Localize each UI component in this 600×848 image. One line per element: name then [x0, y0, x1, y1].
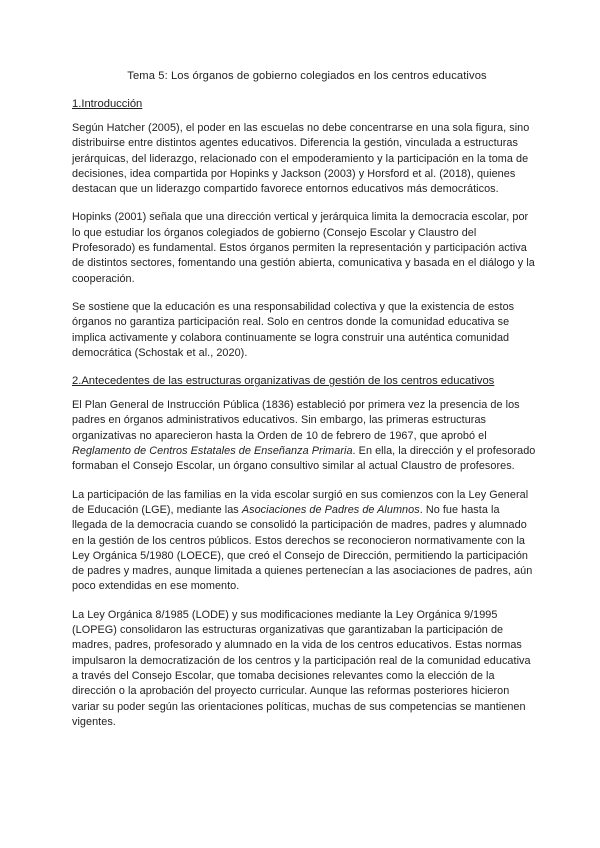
paragraph-text: La participación de las familias en la vida escolar surgió en sus comienzos con la Ley General de Educación (LGE), mediante las — [72, 488, 529, 516]
italic-text: Asociaciones de Padres de Alumnos — [241, 503, 420, 516]
paragraph: Hopinks (2001) señala que una dirección vertical y jerárquica limita la democracia escolar, por lo que estudiar los órganos colegiados de gobierno (Consejo Escolar y Claustro del Profesorado) es fundamental. Estos órganos permiten la representación y participación activa de distintos sectores, fomentando una gestión abierta, comunicativa y basada en el diálogo y la cooperación. — [72, 211, 535, 285]
paragraph-text: El Plan General de Instrucción Pública (1836) estableció por primera vez la presencia de los padres en órganos administrativos educativos. Sin embargo, las primeras estructuras organizativas no aparecieron hasta la Orden de 10 de febrero de 1967, que aprobó el — [72, 399, 520, 442]
section-antecedentes — [72, 374, 536, 730]
paragraph: Según Hatcher (2005), el poder en las escuelas no debe concentrarse en una sola figura, sino distribuirse entre distintos agentes educativos. Diferencia la gestión, vinculada a estructuras jerárquicas, del liderazgo, relacionado con el empoderamiento y la participación en la toma de decisiones, idea compartida por Hopinks y Jackson (2003) y Horsford et al. (2018), quienes destacan que un liderazgo compartido favorece entornos educativos más democráticos. — [72, 122, 530, 196]
section-heading: 2.Antecedentes de las estructuras organizativas de gestión de los centros educativos — [72, 375, 495, 388]
italic-text: Reglamento de Centros Estatales de Enseñanza Primaria — [72, 445, 353, 458]
paragraph-text: . En ella, la dirección y el profesorado formaban el Consejo Escolar, un órgano consultivo similar al actual Claustro de profesores. — [72, 445, 536, 473]
section-introduccion — [72, 97, 536, 361]
paragraph — [72, 398, 536, 474]
paragraph-text: La Ley Orgánica 8/1985 (LODE) y sus modificaciones mediante la Ley Orgánica 9/1995 (LOPEG) consolidaron las estructuras organizativas que garantizaban la participación de madres, padres, profesorado y alumnado en la vida de los centros educativos. Estas normas impulsaron la democratización de los centros y la participación real de la comunidad educativa a través del Consejo Escolar, que tomaba decisiones relevantes como la elección de la dirección o la aprobación del proyecto curricular. Aunque las reformas posteriores hicieron variar su poder según las orientaciones políticas, muchas de sus competencias se mantienen vigentes. — [72, 608, 531, 728]
paragraph — [72, 608, 536, 730]
section-heading: 1.Introducción — [72, 98, 143, 110]
paragraph: Se sostiene que la educación es una responsabilidad colectiva y que la existencia de estos órganos no garantiza participación real. Solo en centros donde la comunidad educativa se implica activamente y colabora continuamente se logra construir una auténtica comunidad democrática (Schostak et al., 2020). — [72, 300, 515, 359]
paragraph-text: . No fue hasta la llegada de la democracia cuando se consolidó la participación de madres, padres y alumnado en la gestión de los centros públicos. Estos derechos se reconocieron normativamente con la Ley Orgánica 5/1980 (LOECE), que creó el Consejo de Dirección, permitiendo la participación de padres y madres, aunque limitada a quienes pertenecían a las asociaciones de padres, aún poco extendidas en ese momento. — [72, 503, 533, 593]
document-title: Tema 5: Los órganos de gobierno colegiados en los centros educativos — [127, 70, 487, 82]
paragraph — [72, 488, 536, 595]
